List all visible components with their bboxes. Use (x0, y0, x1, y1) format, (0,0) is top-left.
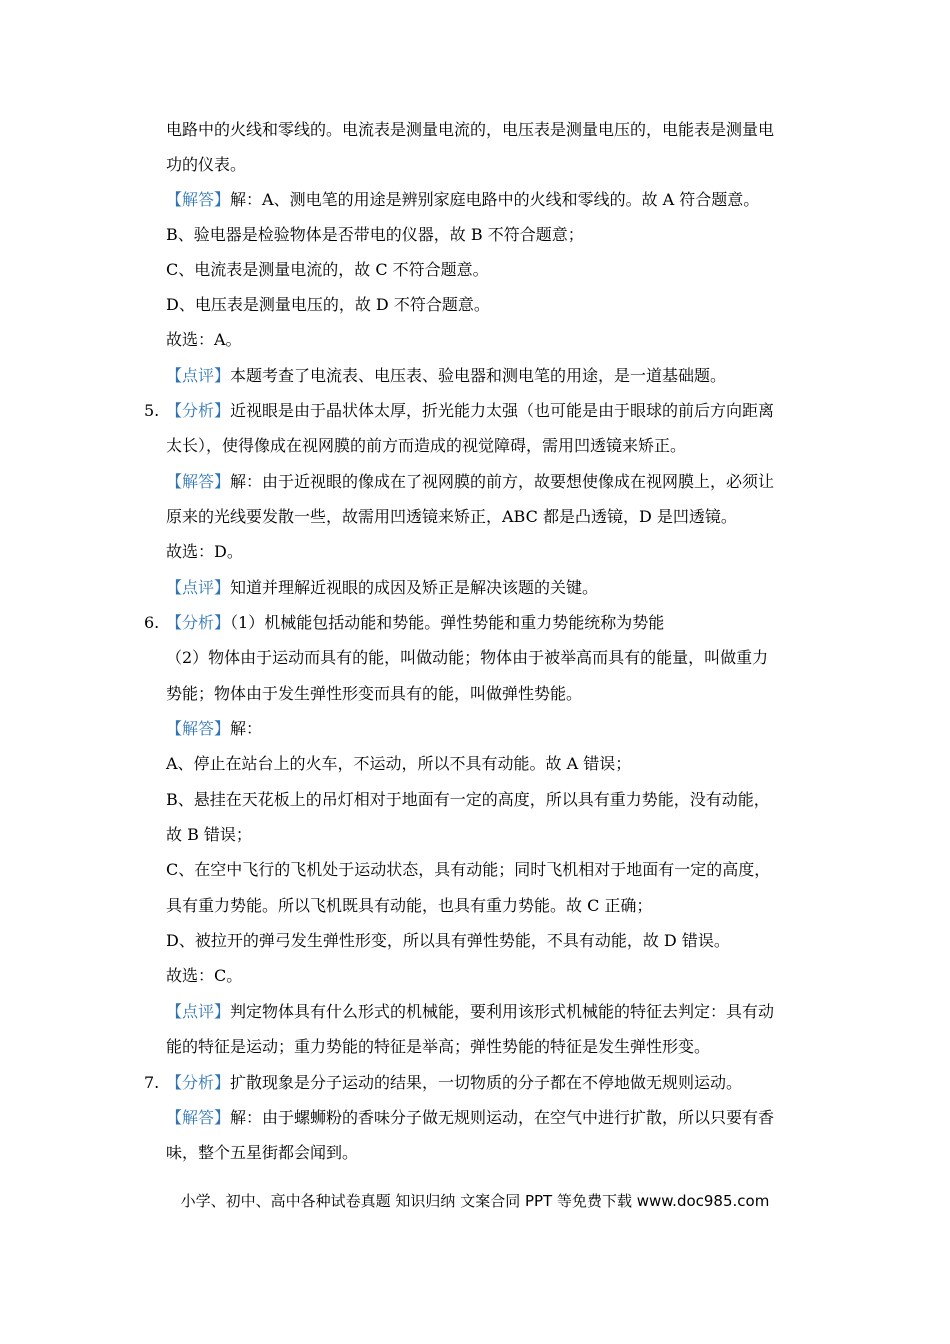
line-text: 解： (230, 719, 263, 738)
line-text: 故选：A。 (166, 330, 242, 349)
line-text: 判定物体具有什么形式的机械能，要利用该形式机械能的特征去判定：具有动 (230, 1002, 775, 1021)
text-line (166, 330, 816, 350)
text-line (166, 719, 816, 739)
text-line (166, 507, 816, 527)
text-line (144, 613, 794, 633)
text-line (166, 931, 816, 951)
text-line (166, 155, 816, 175)
line-text: 故 B 错误； (166, 825, 252, 844)
text-line (166, 684, 816, 704)
section-tag: 【分析】 (166, 401, 231, 420)
line-text: D、被拉开的弹弓发生弹性形变，所以具有弹性势能，不具有动能，故 D 错误。 (166, 931, 730, 950)
line-text: 本题考查了电流表、电压表、验电器和测电笔的用途，是一道基础题。 (230, 366, 727, 385)
line-text: 解：A、测电笔的用途是辨别家庭电路中的火线和零线的。故 A 符合题意。 (230, 190, 760, 209)
line-text: （1）机械能包括动能和势能。弹性势能和重力势能统称为势能 (230, 613, 665, 632)
line-text: 故选：C。 (166, 966, 243, 985)
line-text: 原来的光线要发散一些，故需用凹透镜来矫正，ABC 都是凸透镜，D 是凹透镜。 (166, 507, 737, 526)
section-tag: 【点评】 (166, 366, 231, 385)
line-text: 知道并理解近视眼的成因及矫正是解决该题的关键。 (230, 578, 599, 597)
line-text: A、停止在站台上的火车，不运动，所以不具有动能。故 A 错误； (166, 754, 632, 773)
line-text: 故选：D。 (166, 542, 243, 561)
text-line (166, 896, 816, 916)
text-line (166, 120, 816, 140)
text-line (166, 860, 816, 880)
line-text: 能的特征是运动；重力势能的特征是举高；弹性势能的特征是发生弹性形变。 (166, 1037, 711, 1056)
text-line (144, 1073, 794, 1093)
text-line (166, 1143, 816, 1163)
text-line (166, 190, 816, 210)
line-text: 太长），使得像成在视网膜的前方而造成的视觉障碍，需用凹透镜来矫正。 (166, 436, 687, 455)
text-line (166, 436, 816, 456)
line-text: 功的仪表。 (166, 155, 247, 174)
line-text: 解：由于近视眼的像成在了视网膜的前方，故要想使像成在视网膜上，必须让 (230, 472, 775, 491)
question-number: 6. (144, 613, 160, 632)
text-line (144, 401, 794, 421)
text-line (166, 754, 816, 774)
line-text: 味，整个五星街都会闻到。 (166, 1143, 359, 1162)
text-line (166, 825, 816, 845)
section-tag: 【点评】 (166, 578, 231, 597)
line-text: 势能；物体由于发生弹性形变而具有的能，叫做弹性势能。 (166, 684, 583, 703)
section-tag: 【分析】 (166, 613, 231, 632)
text-line (166, 225, 816, 245)
page-footer: 小学、初中、高中各种试卷真题 知识归纳 文案合同 PPT 等免费下载 www.doc985.com (180, 1192, 770, 1210)
text-line (166, 260, 816, 280)
text-line (166, 1037, 816, 1057)
text-line (166, 542, 816, 562)
line-text: （2）物体由于运动而具有的能，叫做动能；物体由于被举高而具有的能量，叫做重力 (166, 648, 769, 667)
text-line (166, 790, 816, 810)
section-tag: 【分析】 (166, 1073, 231, 1092)
text-line (166, 295, 816, 315)
section-tag: 【解答】 (166, 719, 231, 738)
line-text: 近视眼是由于晶状体太厚，折光能力太强（也可能是由于眼球的前后方向距离 (230, 401, 775, 420)
text-line (166, 1108, 816, 1128)
line-text: D、电压表是测量电压的，故 D 不符合题意。 (166, 295, 490, 314)
line-text: 电路中的火线和零线的。电流表是测量电流的，电压表是测量电压的，电能表是测量电 (166, 120, 775, 139)
line-text: B、验电器是检验物体是否带电的仪器，故 B 不符合题意； (166, 225, 584, 244)
section-tag: 【解答】 (166, 472, 231, 491)
text-line (166, 472, 816, 492)
text-line (166, 1002, 816, 1022)
text-line (166, 966, 816, 986)
line-text: 扩散现象是分子运动的结果，一切物质的分子都在不停地做无规则运动。 (230, 1073, 743, 1092)
section-tag: 【解答】 (166, 1108, 231, 1127)
question-number: 5. (144, 401, 160, 420)
line-text: B、悬挂在天花板上的吊灯相对于地面有一定的高度，所以具有重力势能，没有动能， (166, 790, 770, 809)
question-number: 7. (144, 1073, 160, 1092)
section-tag: 【解答】 (166, 190, 231, 209)
text-line (166, 648, 816, 668)
section-tag: 【点评】 (166, 1002, 231, 1021)
line-text: C、在空中飞行的飞机处于运动状态，具有动能；同时飞机相对于地面有一定的高度， (166, 860, 771, 879)
text-line (166, 578, 816, 598)
text-line (166, 366, 816, 386)
line-text: C、电流表是测量电流的，故 C 不符合题意。 (166, 260, 489, 279)
line-text: 具有重力势能。所以飞机既具有动能，也具有重力势能。故 C 正确； (166, 896, 653, 915)
line-text: 解：由于螺蛳粉的香味分子做无规则运动，在空气中进行扩散，所以只要有香 (230, 1108, 775, 1127)
